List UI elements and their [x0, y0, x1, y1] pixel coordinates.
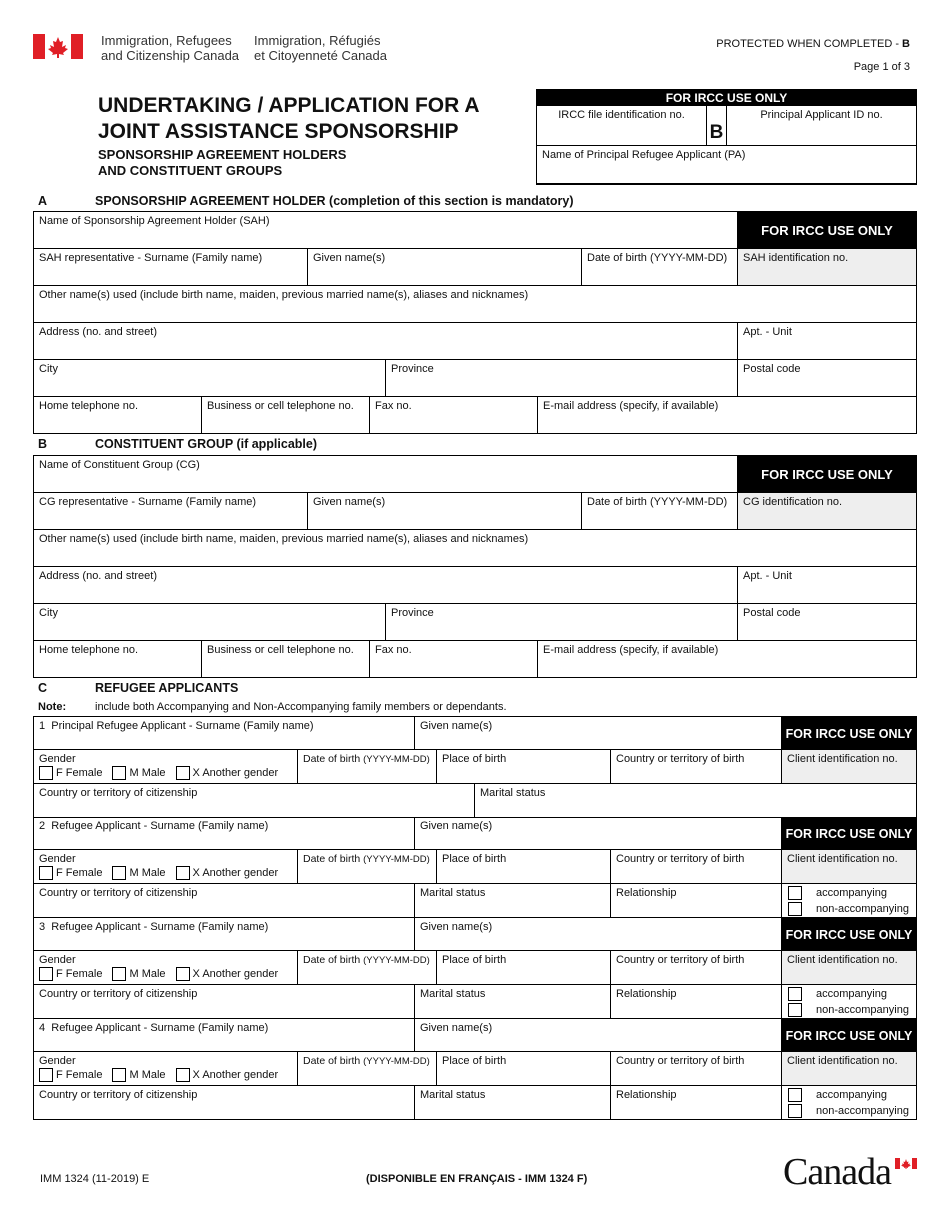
section-b-title: CONSTITUENT GROUP (if applicable): [95, 437, 318, 451]
applicant-2-client-id-field[interactable]: Client identification no.: [782, 850, 916, 884]
applicant-3-dob-field[interactable]: Date of birth (YYYY-MM-DD): [298, 951, 437, 985]
applicant-3-citizenship-field[interactable]: Country or territory of citizenship: [34, 985, 415, 1019]
cg-rep-surname-field[interactable]: CG representative - Surname (Family name): [34, 493, 308, 530]
sah-rep-given-field[interactable]: Given name(s): [308, 249, 582, 286]
dept-name-fr: Immigration, Réfugiés et Citoyenneté Canada: [254, 33, 387, 63]
section-c-note: Note:: [38, 701, 67, 713]
applicant-1-female-checkbox[interactable]: [39, 766, 53, 780]
applicant-1-dob-field[interactable]: Date of birth (YYYY-MM-DD): [298, 750, 437, 784]
cg-apt-field[interactable]: Apt. - Unit: [738, 567, 916, 604]
page-number: Page 1 of 3: [853, 61, 910, 73]
sah-rep-surname-field[interactable]: SAH representative - Surname (Family name): [34, 249, 308, 286]
cg-rep-dob-field[interactable]: Date of birth (YYYY-MM-DD): [582, 493, 738, 530]
applicant-2-cob-field[interactable]: Country or territory of birth: [611, 850, 782, 884]
sah-apt-field[interactable]: Apt. - Unit: [738, 323, 916, 360]
applicant-3-pob-field[interactable]: Place of birth: [437, 951, 611, 985]
wordmark-flag-icon: [895, 1158, 917, 1169]
applicant-1-client-id-field[interactable]: Client identification no.: [782, 750, 916, 784]
ircc-use-box: [536, 89, 917, 185]
applicant-4-non-accompanying-checkbox[interactable]: [788, 1104, 802, 1118]
applicant-2-non-accompanying-checkbox[interactable]: [788, 902, 802, 916]
applicant-2-dob-field[interactable]: Date of birth (YYYY-MM-DD): [298, 850, 437, 884]
applicant-1-block: [33, 716, 917, 818]
cg-id-field[interactable]: CG identification no.: [738, 493, 916, 530]
applicant-4-cob-field[interactable]: Country or territory of birth: [611, 1052, 782, 1086]
applicant-3-cob-field[interactable]: Country or territory of birth: [611, 951, 782, 985]
applicant-4-other-gender-checkbox[interactable]: [176, 1068, 190, 1082]
pa-name-field[interactable]: Name of Principal Refugee Applicant (PA): [542, 149, 746, 161]
applicant-2-pob-field[interactable]: Place of birth: [437, 850, 611, 884]
applicant-3-accompanying-group: accompanying non-accompanying: [782, 985, 916, 1019]
form-number: IMM 1324 (11-2019) E: [40, 1173, 150, 1185]
protected-label: PROTECTED WHEN COMPLETED - B: [716, 38, 910, 50]
applicant-3-ircc-use-heading: FOR IRCC USE ONLY: [782, 918, 916, 951]
applicant-1-pob-field[interactable]: Place of birth: [437, 750, 611, 784]
section-a-title: SPONSORSHIP AGREEMENT HOLDER (completion of this section is mandatory): [95, 194, 574, 208]
canada-flag-icon: [33, 34, 83, 59]
sah-ircc-use-heading: FOR IRCC USE ONLY: [738, 212, 916, 249]
canada-wordmark: [783, 1150, 918, 1194]
applicant-1-given-field[interactable]: Given name(s): [415, 717, 782, 750]
applicant-4-accompanying-group: accompanying non-accompanying: [782, 1086, 916, 1119]
applicant-3-other-gender-checkbox[interactable]: [176, 967, 190, 981]
applicant-3-relationship-field[interactable]: Relationship: [611, 985, 782, 1019]
applicant-4-accompanying-checkbox[interactable]: [788, 1088, 802, 1102]
applicant-3-gender-group: Gender F Female M Male X Another gender: [34, 951, 298, 985]
applicant-2-gender-group: Gender F Female M Male X Another gender: [34, 850, 298, 884]
applicant-1-ircc-use-heading: FOR IRCC USE ONLY: [782, 717, 916, 750]
applicant-2-female-checkbox[interactable]: [39, 866, 53, 880]
applicant-4-given-field[interactable]: Given name(s): [415, 1019, 782, 1052]
applicant-3-given-field[interactable]: Given name(s): [415, 918, 782, 951]
applicant-2-given-field[interactable]: Given name(s): [415, 817, 782, 850]
cg-city-field[interactable]: City: [34, 604, 386, 641]
section-b-form: [33, 455, 917, 678]
cg-province-field[interactable]: Province: [386, 604, 738, 641]
applicant-4-gender-group: Gender F Female M Male X Another gender: [34, 1052, 298, 1086]
applicant-3-accompanying-checkbox[interactable]: [788, 987, 802, 1001]
applicant-2-accompanying-group: accompanying non-accompanying: [782, 884, 916, 918]
sah-email-field[interactable]: E-mail address (specify, if available): [543, 400, 719, 412]
cg-name-field[interactable]: Name of Constituent Group (CG): [34, 456, 738, 493]
applicant-4-citizenship-field[interactable]: Country or territory of citizenship: [34, 1086, 415, 1119]
form-title: UNDERTAKING / APPLICATION FOR A JOINT ASSISTANCE SPONSORSHIP: [98, 94, 480, 143]
applicant-4-male-checkbox[interactable]: [112, 1068, 126, 1082]
sah-rep-dob-field[interactable]: Date of birth (YYYY-MM-DD): [582, 249, 738, 286]
cg-postal-field[interactable]: Postal code: [738, 604, 916, 641]
applicant-1-citizenship-field[interactable]: Country or territory of citizenship: [34, 784, 475, 818]
applicant-1-other-gender-checkbox[interactable]: [176, 766, 190, 780]
applicant-3-client-id-field[interactable]: Client identification no.: [782, 951, 916, 985]
sah-fax-field[interactable]: Fax no.: [370, 397, 538, 433]
applicant-4-female-checkbox[interactable]: [39, 1068, 53, 1082]
canada-wordmark-text: Canada: [783, 1151, 891, 1193]
cg-fax-field[interactable]: Fax no.: [370, 641, 538, 677]
sah-name-field[interactable]: Name of Sponsorship Agreement Holder (SAH): [34, 212, 738, 249]
sah-home-tel-field[interactable]: Home telephone no.: [34, 397, 202, 433]
sah-province-field[interactable]: Province: [386, 360, 738, 397]
applicant-1-marital-field[interactable]: Marital status: [475, 784, 916, 818]
applicant-3-male-checkbox[interactable]: [112, 967, 126, 981]
applicant-3-non-accompanying-checkbox[interactable]: [788, 1003, 802, 1017]
section-a-letter: A: [38, 194, 48, 208]
applicant-4-pob-field[interactable]: Place of birth: [437, 1052, 611, 1086]
section-a-form: [33, 211, 917, 434]
protected-b-mark: B: [707, 106, 727, 146]
applicant-1-male-checkbox[interactable]: [112, 766, 126, 780]
pa-id-field[interactable]: Principal Applicant ID no.: [727, 106, 916, 146]
sah-city-field[interactable]: City: [34, 360, 386, 397]
applicant-4-dob-field[interactable]: Date of birth (YYYY-MM-DD): [298, 1052, 437, 1086]
applicant-2-citizenship-field[interactable]: Country or territory of citizenship: [34, 884, 415, 918]
applicant-4-marital-field[interactable]: Marital status: [415, 1086, 611, 1119]
sah-bus-tel-field[interactable]: Business or cell telephone no.: [202, 397, 370, 433]
applicant-2-marital-field[interactable]: Marital status: [415, 884, 611, 918]
applicant-4-block: [33, 1019, 917, 1120]
section-c-title: REFUGEE APPLICANTS: [95, 681, 239, 695]
applicant-2-ircc-use-heading: FOR IRCC USE ONLY: [782, 817, 916, 850]
section-c-letter: C: [38, 681, 48, 695]
applicant-4-relationship-field[interactable]: Relationship: [611, 1086, 782, 1119]
sah-address-field[interactable]: Address (no. and street): [34, 323, 738, 360]
cg-address-field[interactable]: Address (no. and street): [34, 567, 738, 604]
applicant-4-client-id-field[interactable]: Client identification no.: [782, 1052, 916, 1086]
applicant-1-cob-field[interactable]: Country or territory of birth: [611, 750, 782, 784]
cg-bus-tel-field[interactable]: Business or cell telephone no.: [202, 641, 370, 677]
form-subtitle: SPONSORSHIP AGREEMENT HOLDERS AND CONSTITUENT GROUPS: [98, 147, 347, 178]
applicant-2-block: [33, 817, 917, 918]
applicant-2-surname-field[interactable]: 2 Refugee Applicant - Surname (Family name): [34, 817, 415, 850]
cg-rep-given-field[interactable]: Given name(s): [308, 493, 582, 530]
dept-name-en: Immigration, Refugees and Citizenship Canada: [101, 33, 240, 63]
cg-ircc-use-heading: FOR IRCC USE ONLY: [738, 456, 916, 493]
cg-other-names-field[interactable]: Other name(s) used (include birth name, maiden, previous married name(s), aliases and nicknames): [34, 530, 916, 567]
ircc-file-id-field[interactable]: IRCC file identification no.: [537, 106, 707, 146]
cg-home-tel-field[interactable]: Home telephone no.: [34, 641, 202, 677]
ircc-box-heading: FOR IRCC USE ONLY: [537, 90, 916, 106]
applicant-2-accompanying-checkbox[interactable]: [788, 886, 802, 900]
applicant-4-ircc-use-heading: FOR IRCC USE ONLY: [782, 1019, 916, 1052]
applicant-2-relationship-field[interactable]: Relationship: [611, 884, 782, 918]
applicant-2-male-checkbox[interactable]: [112, 866, 126, 880]
section-b-letter: B: [38, 437, 48, 451]
french-availability: (DISPONIBLE EN FRANÇAIS - IMM 1324 F): [366, 1173, 588, 1185]
applicant-3-surname-field[interactable]: 3 Refugee Applicant - Surname (Family name): [34, 918, 415, 951]
applicant-4-surname-field[interactable]: 4 Refugee Applicant - Surname (Family name): [34, 1019, 415, 1052]
applicant-3-female-checkbox[interactable]: [39, 967, 53, 981]
applicant-1-gender-group: Gender F Female M Male X Another gender: [34, 750, 298, 784]
sah-postal-field[interactable]: Postal code: [738, 360, 916, 397]
applicant-3-block: [33, 918, 917, 1019]
sah-id-field[interactable]: SAH identification no.: [738, 249, 916, 286]
applicant-3-marital-field[interactable]: Marital status: [415, 985, 611, 1019]
cg-email-field[interactable]: E-mail address (specify, if available): [543, 644, 719, 656]
applicant-1-surname-field[interactable]: 1 Principal Refugee Applicant - Surname (Family name): [34, 717, 415, 750]
applicant-2-other-gender-checkbox[interactable]: [176, 866, 190, 880]
section-c-note-text: include both Accompanying and Non-Accompanying family members or dependants.: [95, 701, 507, 713]
sah-other-names-field[interactable]: Other name(s) used (include birth name, maiden, previous married name(s), aliases and nicknames): [34, 286, 916, 323]
